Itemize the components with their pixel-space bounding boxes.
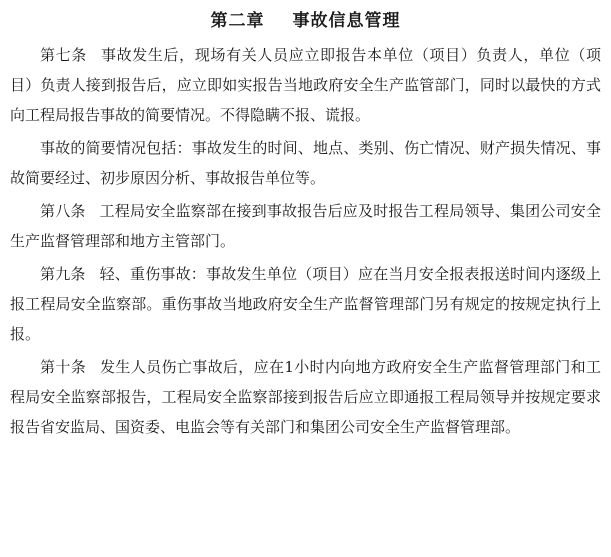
chapter-title: 事故信息管理 (292, 11, 401, 31)
article-7-detail-paragraph (10, 133, 601, 193)
article-10-paragraph (10, 352, 601, 442)
article-text: 事故的简要情况包括：事故发生的时间、地点、类别、伤亡情况、财产损失情况、事故简要经过、初步原因分析、事故报告单位等。 (10, 139, 601, 187)
article-number: 第七条 (40, 46, 87, 64)
chapter-number: 第二章 (210, 11, 265, 31)
article-number: 第十条 (40, 358, 87, 376)
article-7-paragraph (10, 40, 601, 130)
article-number: 第九条 (40, 265, 86, 283)
article-number: 第八条 (40, 202, 86, 220)
chapter-heading (10, 6, 601, 36)
article-text: 发生人员伤亡事故后，应在1小时内向地方政府安全生产监督管理部门和工程局安全监察部报告，工程局安全监察部接到报告后应立即通报工程局领导并按规定要求报告省安监局、国资委、电监会等有关部门和集团公司安全生产监督管理部。 (10, 358, 601, 436)
article-text: 轻、重伤事故：事故发生单位（项目）应在当月安全报表报送时间内逐级上报工程局安全监察部。重伤事故当地政府安全生产监督管理部门另有规定的按规定执行上报。 (10, 265, 601, 343)
article-9-paragraph (10, 259, 601, 349)
article-text: 工程局安全监察部在接到事故报告后应及时报告工程局领导、集团公司安全生产监督管理部和地方主管部门。 (10, 202, 601, 250)
article-8-paragraph (10, 196, 601, 256)
article-text: 事故发生后，现场有关人员应立即报告本单位（项目）负责人，单位（项目）负责人接到报告后，应立即如实报告当地政府安全生产监管部门，同时以最快的方式向工程局报告事故的简要情况。不得隐瞒不报、谎报。 (10, 46, 601, 124)
